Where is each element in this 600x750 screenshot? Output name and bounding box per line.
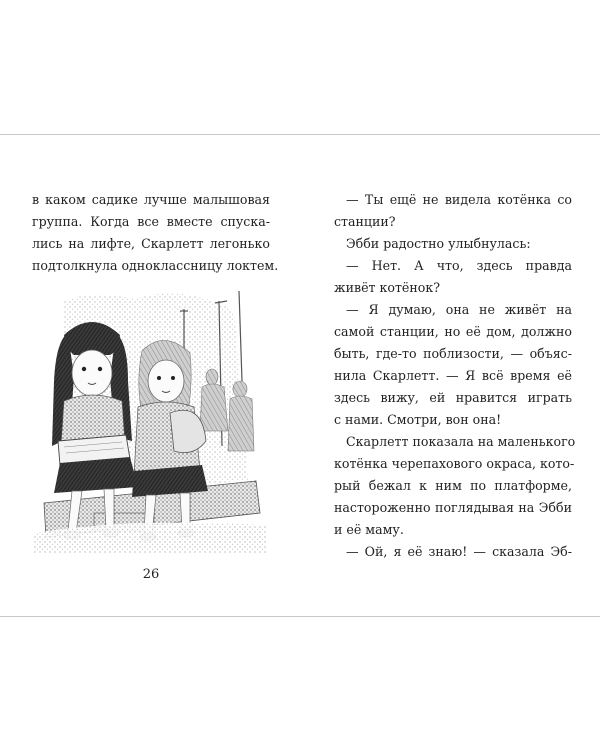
text-line: котёнка черепахового окраса, кото- [334, 456, 575, 471]
left-page [32, 135, 279, 616]
book-spread [0, 134, 600, 617]
text-line: рый бежал к ним по платформе, [334, 478, 572, 493]
text-line: и её маму. [334, 522, 404, 537]
text-line: лись на лифте, Скарлетт легонько [32, 236, 270, 251]
text-line: нила Скарлетт. — Я всё время её [334, 368, 572, 383]
text-line: в каком садике лучше малышовая [32, 192, 270, 207]
text-line: станции? [334, 214, 396, 229]
right-page [334, 135, 576, 616]
text-line: самой станции, но её дом, должно [334, 324, 572, 339]
page-number: 26 [142, 567, 160, 582]
text-line: Эбби радостно улыбнулась: [346, 236, 531, 251]
text-line: быть, где-то поблизости, — объяс- [334, 346, 572, 361]
illustration [34, 281, 266, 553]
text-line: здесь вижу, ей нравится играть [334, 390, 572, 405]
text-line: — Я думаю, она не живёт на [346, 302, 572, 317]
text-line: — Нет. А что, здесь правда [346, 258, 572, 273]
text-line: с нами. Смотри, вон она! [334, 412, 502, 427]
text-line: настороженно поглядывая на Эбби [334, 500, 572, 515]
text-line: Скарлетт показала на маленького [346, 434, 576, 449]
text-line: живёт котёнок? [334, 280, 440, 295]
text-line: — Ой, я её знаю! — сказала Эб- [346, 544, 572, 559]
text-line: группа. Когда все вместе спуска- [32, 214, 270, 229]
text-line: подтолкнула одноклассницу локтем. [32, 258, 279, 273]
text-line: — Ты ещё не видела котёнка со [346, 192, 572, 207]
